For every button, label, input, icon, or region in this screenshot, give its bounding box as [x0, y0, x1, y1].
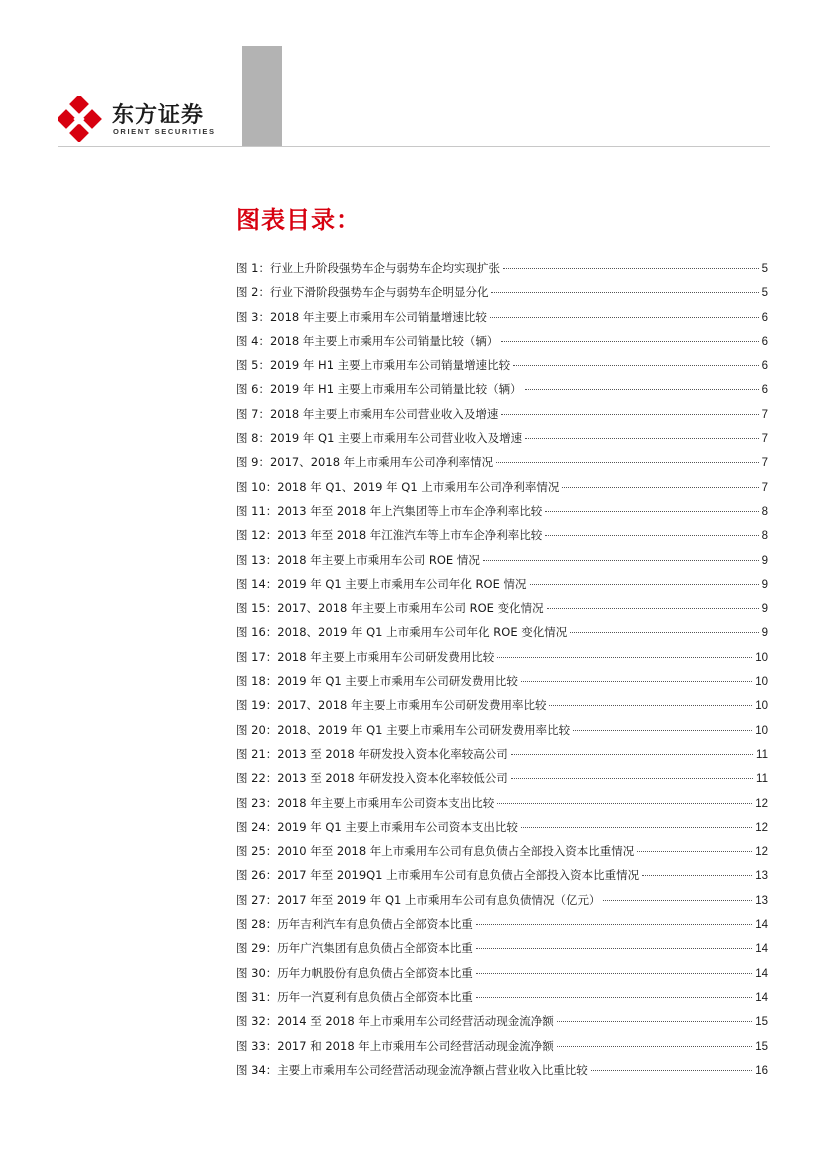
toc-entry-label: 图 1：行业上升阶段强势车企与弱势车企均实现扩张: [236, 261, 500, 275]
toc-entry-label: 图 5：2019 年 H1 主要上市乘用车公司销量增速比较: [236, 358, 511, 373]
toc-entry-label: 图 19：2017、2018 年主要上市乘用车公司研发费用率比较: [236, 698, 547, 713]
toc-entry-page: 6: [761, 335, 768, 348]
toc-entry-page: 13: [755, 870, 768, 883]
toc-entry-label: 图 15：2017、2018 年主要上市乘用车公司 ROE 变化情况: [236, 601, 544, 616]
toc-title: 图表目录：: [236, 206, 361, 234]
toc-entry-page: 14: [755, 967, 768, 980]
toc-entry[interactable]: [236, 985, 768, 1009]
toc-entry-label: 图 21：2013 至 2018 年研发投入资本化率较高公司: [236, 746, 508, 761]
toc-entry-label: 图 26：2017 年至 2019Q1 上市乘用车公司有息负债占全部投入资本比重情况: [236, 868, 640, 883]
toc-entry[interactable]: [236, 791, 768, 815]
toc-leader-dots: [549, 705, 752, 706]
toc-leader-dots: [476, 948, 752, 949]
toc-entry[interactable]: [236, 280, 768, 304]
toc-entry-label: 图 12：2013 年至 2018 年江淮汽车等上市车企净利率比较: [236, 528, 543, 543]
toc-entry-label: 图 10：2018 年 Q1、2019 年 Q1 上市乘用车公司净利率情况: [236, 479, 560, 494]
toc-entry-page: 10: [755, 651, 768, 664]
toc-entry-page: 8: [761, 530, 768, 543]
toc-leader-dots: [525, 438, 759, 439]
toc-leader-dots: [521, 681, 752, 682]
toc-entry-page: 7: [761, 481, 768, 494]
toc-leader-dots: [545, 511, 758, 512]
toc-entry[interactable]: [236, 548, 768, 572]
toc-leader-dots: [545, 535, 758, 536]
toc-leader-dots: [591, 1070, 752, 1071]
toc-entry[interactable]: [236, 1009, 768, 1033]
toc-entry-label: 图 30：历年力帆股份有息负债占全部资本比重: [236, 965, 473, 980]
toc-leader-dots: [557, 1046, 752, 1047]
toc-entry[interactable]: [236, 499, 768, 523]
toc-leader-dots: [642, 875, 752, 876]
toc-entry[interactable]: [236, 475, 768, 499]
toc-entry-page: 9: [761, 578, 768, 591]
toc-leader-dots: [490, 317, 759, 318]
toc-entry[interactable]: [236, 863, 768, 887]
toc-leader-dots: [557, 1021, 752, 1022]
toc-entry-label: 图 23：2018 年主要上市乘用车公司资本支出比较: [236, 795, 495, 810]
toc-entry-page: 7: [761, 433, 768, 446]
toc-entry-label: 图 18：2019 年 Q1 主要上市乘用车公司研发费用比较: [236, 674, 518, 689]
toc-entry[interactable]: [236, 402, 768, 426]
toc-entry-page: 7: [761, 408, 768, 421]
toc-entry[interactable]: [236, 256, 768, 280]
toc-entry-page: 11: [756, 773, 768, 786]
toc-leader-dots: [511, 778, 753, 779]
toc-entry[interactable]: [236, 596, 768, 620]
header-gray-bar: [242, 46, 282, 146]
toc-leader-dots: [573, 730, 752, 731]
toc-entry-page: 8: [761, 505, 768, 518]
toc-entry-label: 图 13：2018 年主要上市乘用车公司 ROE 情况: [236, 552, 480, 567]
toc-entry-label: 图 7：2018 年主要上市乘用车公司营业收入及增速: [236, 406, 499, 421]
toc-entry-label: 图 2：行业下滑阶段强势车企与弱势车企明显分化: [236, 285, 489, 300]
toc-leader-dots: [476, 924, 752, 925]
toc-entry[interactable]: [236, 669, 768, 693]
toc-entry-label: 图 34：主要上市乘用车公司经营活动现金流净额占营业收入比重比较: [236, 1062, 588, 1077]
toc-entry[interactable]: [236, 450, 768, 474]
toc-entry-page: 9: [761, 554, 768, 567]
company-logo: [58, 96, 238, 146]
toc-entry-label: 图 33：2017 和 2018 年上市乘用车公司经营活动现金流净额: [236, 1038, 554, 1053]
toc-entry[interactable]: [236, 766, 768, 790]
toc-leader-dots: [562, 487, 758, 488]
toc-leader-dots: [530, 584, 759, 585]
toc-entry-label: 图 32：2014 至 2018 年上市乘用车公司经营活动现金流净额: [236, 1014, 554, 1029]
toc-leader-dots: [476, 973, 752, 974]
toc-entry[interactable]: [236, 742, 768, 766]
toc-entry[interactable]: [236, 1058, 768, 1082]
toc-leader-dots: [496, 462, 758, 463]
toc-entry[interactable]: [236, 839, 768, 863]
toc-entry-label: 图 28：历年吉利汽车有息负债占全部资本比重: [236, 917, 473, 932]
logo-english-name: ORIENT SECURITIES: [113, 127, 216, 136]
toc-entry-label: 图 8：2019 年 Q1 主要上市乘用车公司营业收入及增速: [236, 431, 523, 446]
toc-entry-page: 12: [755, 846, 768, 859]
orient-logo-icon: [58, 96, 104, 142]
toc-leader-dots: [603, 900, 752, 901]
toc-leader-dots: [570, 632, 758, 633]
toc-entry[interactable]: [236, 1034, 768, 1058]
toc-entry-page: 13: [755, 894, 768, 907]
toc-entry-label: 图 3：2018 年主要上市乘用车公司销量增速比较: [236, 309, 487, 324]
toc-entry-page: 7: [761, 457, 768, 470]
toc-leader-dots: [513, 365, 758, 366]
toc-entry[interactable]: [236, 645, 768, 669]
toc-entry[interactable]: [236, 693, 768, 717]
toc-leader-dots: [497, 657, 752, 658]
toc-leader-dots: [525, 389, 759, 390]
toc-entry[interactable]: [236, 353, 768, 377]
toc-entry-page: 11: [756, 748, 768, 761]
toc-entry-page: 5: [761, 263, 768, 275]
toc-entry-page: 14: [755, 991, 768, 1004]
toc-entry-page: 15: [755, 1040, 768, 1053]
figure-toc-list: [236, 256, 768, 1082]
toc-entry[interactable]: [236, 377, 768, 401]
toc-entry-label: 图 29：历年广汽集团有息负债占全部资本比重: [236, 941, 473, 956]
toc-entry-page: 5: [761, 287, 768, 300]
toc-leader-dots: [503, 268, 759, 269]
toc-entry[interactable]: [236, 426, 768, 450]
toc-entry-label: 图 31：历年一汽夏利有息负债占全部资本比重: [236, 989, 473, 1004]
toc-entry-page: 10: [755, 700, 768, 713]
toc-entry-page: 9: [761, 627, 768, 640]
toc-leader-dots: [483, 560, 759, 561]
toc-entry-label: 图 9：2017、2018 年上市乘用车公司净利率情况: [236, 455, 494, 470]
toc-entry[interactable]: [236, 305, 768, 329]
toc-entry[interactable]: [236, 718, 768, 742]
toc-entry-page: 14: [755, 919, 768, 932]
toc-entry-page: 15: [755, 1016, 768, 1029]
toc-entry-page: 12: [755, 797, 768, 810]
toc-entry[interactable]: [236, 572, 768, 596]
toc-entry-page: 6: [761, 384, 768, 397]
toc-entry-label: 图 22：2013 至 2018 年研发投入资本化率较低公司: [236, 771, 508, 786]
toc-leader-dots: [547, 608, 759, 609]
toc-entry-label: 图 25：2010 年至 2018 年上市乘用车公司有息负债占全部投入资本比重情况: [236, 844, 635, 859]
toc-entry[interactable]: [236, 329, 768, 353]
toc-entry-label: 图 17：2018 年主要上市乘用车公司研发费用比较: [236, 649, 495, 664]
toc-entry-label: 图 24：2019 年 Q1 主要上市乘用车公司资本支出比较: [236, 819, 518, 834]
toc-leader-dots: [501, 341, 758, 342]
toc-entry[interactable]: [236, 888, 768, 912]
toc-entry-page: 9: [761, 603, 768, 616]
toc-entry-page: 10: [755, 676, 768, 689]
toc-leader-dots: [637, 851, 752, 852]
toc-entry-label: 图 14：2019 年 Q1 主要上市乘用车公司年化 ROE 情况: [236, 576, 527, 591]
header-divider: [58, 146, 770, 147]
toc-entry-page: 6: [761, 311, 768, 324]
logo-chinese-name: 东方证券: [112, 103, 205, 128]
toc-leader-dots: [491, 292, 758, 293]
toc-entry-label: 图 27：2017 年至 2019 年 Q1 上市乘用车公司有息负债情况（亿元）: [236, 892, 601, 907]
toc-leader-dots: [497, 803, 752, 804]
toc-entry-label: 图 6：2019 年 H1 主要上市乘用车公司销量比较（辆）: [236, 382, 522, 397]
toc-entry[interactable]: [236, 815, 768, 839]
toc-entry-page: 10: [755, 724, 768, 737]
toc-leader-dots: [501, 414, 758, 415]
toc-entry[interactable]: [236, 620, 768, 644]
toc-entry[interactable]: [236, 936, 768, 960]
toc-entry-label: 图 4：2018 年主要上市乘用车公司销量比较（辆）: [236, 333, 499, 348]
toc-leader-dots: [511, 754, 753, 755]
toc-leader-dots: [521, 827, 752, 828]
toc-entry-page: 14: [755, 943, 768, 956]
toc-entry-label: 图 11：2013 年至 2018 年上汽集团等上市车企净利率比较: [236, 503, 543, 518]
toc-entry-label: 图 16：2018、2019 年 Q1 上市乘用车公司年化 ROE 变化情况: [236, 625, 568, 640]
toc-entry-label: 图 20：2018、2019 年 Q1 主要上市乘用车公司研发费用率比较: [236, 722, 571, 737]
toc-leader-dots: [476, 997, 752, 998]
toc-entry[interactable]: [236, 523, 768, 547]
toc-entry-page: 6: [761, 360, 768, 373]
toc-entry[interactable]: [236, 961, 768, 985]
toc-entry-page: 16: [755, 1064, 768, 1077]
toc-entry-page: 12: [755, 821, 768, 834]
toc-entry[interactable]: [236, 912, 768, 936]
